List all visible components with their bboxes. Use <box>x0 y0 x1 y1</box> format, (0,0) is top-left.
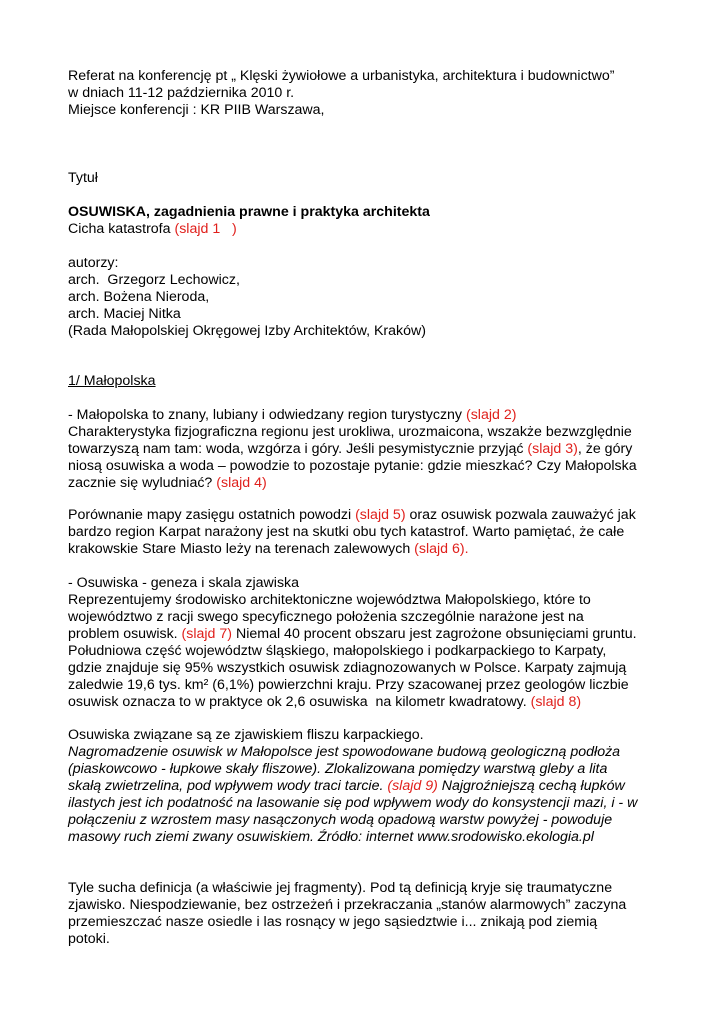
section-heading: 1/ Małopolska <box>68 373 156 389</box>
paragraph-line: towarzyszą nam tam: woda, wzgórza i góry. Jeśli pesymistycznie przyjąć (slajd 3), że góry <box>68 441 633 457</box>
paragraph-line: - Małopolska to znany, lubiany i odwiedzany region turystyczny (slajd 2) <box>68 407 517 423</box>
paragraph-line: zacznie się wyludniać? (slajd 4) <box>68 475 267 491</box>
author-name: arch. Maciej Nitka <box>68 306 181 322</box>
document-subtitle: Cicha katastrofa (slajd 1 ) <box>68 221 237 237</box>
slide-ref: (slajd 2) <box>465 407 517 423</box>
slide-ref: (slajd 7) <box>181 626 233 642</box>
paragraph-line: niosą osuwiska a woda – powodzie to pozostaje pytanie: gdzie mieszkać? Czy Małopolska <box>68 458 637 474</box>
paragraph-line: Charakterystyka fizjograficzna regionu jest urokliwa, urozmaicona, wszakże bezwzględnie <box>68 424 632 440</box>
slide-ref: (slajd 9) <box>387 778 438 794</box>
paragraph-line: Reprezentujemy środowisko architektoniczne województwa Małopolskiego, które to <box>68 592 591 608</box>
title-label: Tytuł <box>68 170 98 186</box>
paragraph-line: potoki. <box>68 931 110 947</box>
paragraph-line: gdzie znajduje się 95% wszystkich osuwisk zdiagnozowanych w Polsce. Karpaty zajmują <box>68 660 627 676</box>
quote-line: (piaskowcowo - łupkowe skały fliszowe). Zlokalizowana pomiędzy warstwą gleby a lita <box>68 761 608 777</box>
paragraph-line: zjawisko. Niespodziewanie, bez ostrzeżeń i przekraczania „stanów alarmowych” zaczyna <box>68 897 627 913</box>
paragraph-line: Porównanie mapy zasięgu ostatnich powodzi (slajd 5) oraz osuwisk pozwala zauważyć jak <box>68 507 636 523</box>
paragraph-line: problem osuwisk. (slajd 7) Niemal 40 procent obszaru jest zagrożone obsunięciami gruntu. <box>68 626 637 642</box>
header-line-2: w dniach 11-12 października 2010 r. <box>68 85 295 101</box>
paragraph-line: województwo z racji swego specyficznego położenia szczególnie narażone jest na <box>68 609 584 625</box>
authors-label: autorzy: <box>68 255 119 271</box>
paragraph-line: krakowskie Stare Miasto leży na terenach zalewowych (slajd 6). <box>68 541 469 557</box>
quote-line: ilastych jest ich podatność na lasowanie się pod wpływem wody do konsystencji mazi, i - w <box>68 795 638 811</box>
slide-ref: (slajd 5) <box>355 507 406 523</box>
author-organization: (Rada Małopolskiej Okręgowej Izby Architektów, Kraków) <box>68 323 426 339</box>
quote-line: masowy ruch ziemi zwany osuwiskiem. Źródło: internet www.srodowisko.ekologia.pl <box>68 829 594 845</box>
paragraph-line: zaledwie 19,6 tys. km² (6,1%) powierzchni kraju. Przy szacowanej przez geologów liczbie <box>68 677 629 693</box>
document-title: OSUWISKA, zagadnienia prawne i praktyka architekta <box>68 204 430 220</box>
slide-ref: (slajd 4) <box>216 475 267 491</box>
paragraph-line: osuwisk oznacza to w praktyce ok 2,6 osuwiska na kilometr kwadratowy. (slajd 8) <box>68 694 582 710</box>
author-name: arch. Bożena Nieroda, <box>68 289 210 305</box>
slide-ref: (slajd 3) <box>527 441 578 457</box>
slide-ref: (slajd 8) <box>530 694 582 710</box>
slide-ref: (slajd 1 ) <box>174 221 237 237</box>
paragraph-line: - Osuwiska - geneza i skala zjawiska <box>68 575 300 591</box>
header-line-1: Referat na konferencję pt „ Klęski żywiołowe a urbanistyka, architektura i budownictwo” <box>68 68 615 84</box>
quote-line: Nagromadzenie osuwisk w Małopolsce jest spowodowane budową geologiczną podłoża <box>68 744 621 760</box>
paragraph-line: Południowa część województw śląskiego, małopolskiego i podkarpackiego to Karpaty, <box>68 643 607 659</box>
author-name: arch. Grzegorz Lechowicz, <box>68 272 240 288</box>
quote-line: połączeniu z wzrostem masy nasączonych wodą opadową warstw powyżej - powoduje <box>68 812 613 828</box>
slide-ref: (slajd 6). <box>414 541 469 557</box>
header-line-3: Miejsce konferencji : KR PIIB Warszawa, <box>68 102 325 118</box>
paragraph-line: bardzo region Karpat narażony jest na skutki obu tych katastrof. Warto pamiętać, że całe <box>68 524 625 540</box>
paragraph-line: Tyle sucha definicja (a właściwie jej fragmenty). Pod tą definicją kryje się traumatyczne <box>68 880 613 896</box>
quote-line: skałą zwietrzelina, pod wpływem wody traci tarcie. (slajd 9) Najgroźniejszą cechą łupków <box>68 778 625 794</box>
paragraph-line: przemieszczać nasze osiedle i las rosnący w jego sąsiedztwie i... znikają pod ziemią <box>68 914 598 930</box>
paragraph-line: Osuwiska związane są ze zjawiskiem fliszu karpackiego. <box>68 727 424 743</box>
